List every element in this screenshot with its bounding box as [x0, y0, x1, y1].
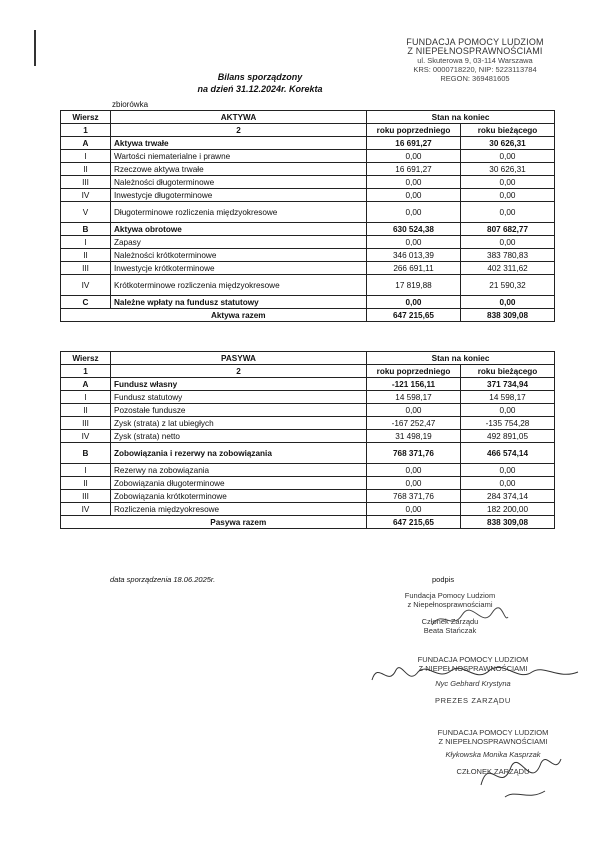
row-curr: -135 754,28 — [461, 417, 555, 430]
row-label: Zapasy — [111, 236, 367, 249]
row-curr: 0,00 — [461, 464, 555, 477]
row-prev: 0,00 — [367, 202, 461, 223]
table-row — [61, 443, 555, 464]
table-row — [61, 464, 555, 477]
row-prev: 16 691,27 — [367, 137, 461, 150]
row-prev: 266 691,11 — [367, 262, 461, 275]
row-prev: 0,00 — [367, 176, 461, 189]
row-curr: 30 626,31 — [461, 163, 555, 176]
row-prev: 16 691,27 — [367, 163, 461, 176]
row-id: III — [61, 490, 111, 503]
total-label: Pasywa razem — [111, 516, 367, 529]
table-row — [61, 163, 555, 176]
row-id: IV — [61, 275, 111, 296]
total-spacer — [61, 309, 111, 322]
row-curr: 0,00 — [461, 150, 555, 163]
foundation-stamp — [375, 38, 575, 83]
row-id: I — [61, 391, 111, 404]
total-spacer — [61, 516, 111, 529]
row-id: II — [61, 404, 111, 417]
row-id: IV — [61, 430, 111, 443]
sig1-name: Beata Stańczak — [423, 626, 477, 635]
table-row — [61, 378, 555, 391]
header-stan: Stan na koniec — [367, 111, 555, 124]
row-prev: 0,00 — [367, 404, 461, 417]
table-row — [61, 296, 555, 309]
row-curr: 182 200,00 — [461, 503, 555, 516]
stamp-ids: KRS: 0000718220, NIP: 5223113784 — [413, 65, 537, 74]
sig1-stamp-2: z Niepełnosprawnościami — [407, 600, 493, 609]
subheader-2: 2 — [111, 124, 367, 137]
stamp-regon: REGON: 369481605 — [440, 74, 510, 83]
podpis-label: podpis — [432, 575, 455, 584]
stamp-name-1: FUNDACJA POMOCY LUDZIOM — [406, 37, 544, 47]
row-prev: 0,00 — [367, 296, 461, 309]
row-prev: 0,00 — [367, 503, 461, 516]
row-id: I — [61, 236, 111, 249]
row-label: Fundusz statutowy — [111, 391, 367, 404]
row-label: Zobowiązania i rezerwy na zobowiązania — [111, 443, 367, 464]
row-prev: 768 371,76 — [367, 490, 461, 503]
row-curr: 0,00 — [461, 477, 555, 490]
row-label: Aktywa obrotowe — [111, 223, 367, 236]
sig3-name: Kłykowska Monika Kasprzak — [445, 750, 541, 759]
row-prev: 14 598,17 — [367, 391, 461, 404]
row-curr: 30 626,31 — [461, 137, 555, 150]
row-label: Należności krótkoterminowe — [111, 249, 367, 262]
header-wiersz: Wiersz — [61, 111, 111, 124]
row-curr: 466 574,14 — [461, 443, 555, 464]
table-row — [61, 275, 555, 296]
table-row — [61, 176, 555, 189]
row-prev: 31 498,19 — [367, 430, 461, 443]
header-stan: Stan na koniec — [367, 352, 555, 365]
row-prev: 630 524,38 — [367, 223, 461, 236]
table-row — [61, 490, 555, 503]
row-label: Rozliczenia międzyokresowe — [111, 503, 367, 516]
subheader-curr: roku bieżącego — [461, 365, 555, 378]
signature-scribble-2 — [368, 658, 583, 692]
table-row — [61, 503, 555, 516]
row-prev: 17 819,88 — [367, 275, 461, 296]
total-label: Aktywa razem — [111, 309, 367, 322]
sig2-role: PREZES ZARZĄDU — [435, 696, 511, 705]
subheader-1: 1 — [61, 124, 111, 137]
row-id: A — [61, 137, 111, 150]
row-curr: 0,00 — [461, 202, 555, 223]
signature-scribble-3 — [475, 745, 565, 805]
table-row — [61, 477, 555, 490]
row-curr: 0,00 — [461, 189, 555, 202]
sig2-stamp-2: Z NIEPEŁNOSPRAWNOŚCIAMI — [418, 664, 528, 673]
table-row — [61, 189, 555, 202]
row-curr: 807 682,77 — [461, 223, 555, 236]
row-curr: 14 598,17 — [461, 391, 555, 404]
row-curr: 383 780,83 — [461, 249, 555, 262]
row-id: III — [61, 262, 111, 275]
row-label: Fundusz własny — [111, 378, 367, 391]
title-line-2: na dzień 31.12.2024r. Korekta — [197, 84, 323, 94]
table-subheader — [61, 124, 555, 137]
row-label: Długoterminowe rozliczenia międzyokresowe — [111, 202, 367, 223]
table-header — [61, 111, 555, 124]
document-title — [170, 71, 350, 95]
row-curr: 21 590,32 — [461, 275, 555, 296]
sig2-stamp-1: FUNDACJA POMOCY LUDZIOM — [417, 655, 529, 664]
row-id: IV — [61, 503, 111, 516]
subheader-prev: roku poprzedniego — [367, 124, 461, 137]
row-id: II — [61, 249, 111, 262]
row-label: Pozostałe fundusze — [111, 404, 367, 417]
sig1-role: Członek Zarządu — [421, 617, 479, 626]
row-id: B — [61, 443, 111, 464]
aktywa-table — [60, 110, 555, 322]
table-row — [61, 236, 555, 249]
row-prev: 0,00 — [367, 189, 461, 202]
row-id: IV — [61, 189, 111, 202]
stamp-name-2: Z NIEPEŁNOSPRAWNOŚCIAMI — [407, 46, 543, 56]
date-prepared: data sporządzenia 18.06.2025r. — [110, 575, 216, 584]
row-curr: 284 374,14 — [461, 490, 555, 503]
row-label: Aktywa trwałe — [111, 137, 367, 150]
total-prev: 647 215,65 — [367, 309, 461, 322]
row-curr: 371 734,94 — [461, 378, 555, 391]
sig2-name: Nyc Gebhard Krystyna — [435, 679, 511, 688]
subtitle: zbiorówka — [112, 100, 149, 109]
row-id: II — [61, 163, 111, 176]
row-curr: 0,00 — [461, 296, 555, 309]
pasywa-table — [60, 351, 555, 529]
row-label: Wartości niematerialne i prawne — [111, 150, 367, 163]
subheader-prev: roku poprzedniego — [367, 365, 461, 378]
sig1-stamp-1: Fundacja Pomocy Ludziom — [404, 591, 496, 600]
row-curr: 0,00 — [461, 236, 555, 249]
row-curr: 492 891,05 — [461, 430, 555, 443]
row-id: III — [61, 417, 111, 430]
row-label: Zysk (strata) netto — [111, 430, 367, 443]
sig3-stamp-2: Z NIEPEŁNOSPRAWNOŚCIAMI — [438, 737, 548, 746]
row-prev: -167 252,47 — [367, 417, 461, 430]
row-curr: 0,00 — [461, 404, 555, 417]
header-pasywa: PASYWA — [111, 352, 367, 365]
row-label: Zobowiązania krótkoterminowe — [111, 490, 367, 503]
signature-scribble-1 — [430, 605, 510, 635]
row-prev: 0,00 — [367, 464, 461, 477]
row-label: Zysk (strata) z lat ubiegłych — [111, 417, 367, 430]
table-subheader — [61, 365, 555, 378]
row-id: I — [61, 150, 111, 163]
subheader-2: 2 — [111, 365, 367, 378]
table-row — [61, 202, 555, 223]
total-curr: 838 309,08 — [461, 516, 555, 529]
sig3-stamp-1: FUNDACJA POMOCY LUDZIOM — [437, 728, 549, 737]
header-aktywa: AKTYWA — [111, 111, 367, 124]
row-label: Należności długoterminowe — [111, 176, 367, 189]
total-row — [61, 309, 555, 322]
row-curr: 402 311,62 — [461, 262, 555, 275]
title-line-1: Bilans sporządzony — [217, 72, 303, 82]
row-id: A — [61, 378, 111, 391]
row-label: Zobowiązania długoterminowe — [111, 477, 367, 490]
row-id: C — [61, 296, 111, 309]
header-wiersz: Wiersz — [61, 352, 111, 365]
row-label: Rzeczowe aktywa trwałe — [111, 163, 367, 176]
total-row — [61, 516, 555, 529]
subheader-1: 1 — [61, 365, 111, 378]
row-id: II — [61, 477, 111, 490]
table-row — [61, 417, 555, 430]
row-prev: 346 013,39 — [367, 249, 461, 262]
binder-mark — [34, 30, 36, 66]
subheader-curr: roku bieżącego — [461, 124, 555, 137]
row-prev: 0,00 — [367, 477, 461, 490]
table-row — [61, 223, 555, 236]
total-prev: 647 215,65 — [367, 516, 461, 529]
row-id: I — [61, 464, 111, 477]
row-prev: -121 156,11 — [367, 378, 461, 391]
row-curr: 0,00 — [461, 176, 555, 189]
sig3-role: CZŁONEK ZARZĄDU — [456, 767, 530, 776]
table-row — [61, 262, 555, 275]
stamp-address: ul. Skuterowa 9, 03-114 Warszawa — [417, 56, 533, 65]
table-row — [61, 391, 555, 404]
row-id: V — [61, 202, 111, 223]
total-curr: 838 309,08 — [461, 309, 555, 322]
row-label: Krótkoterminowe rozliczenia międzyokresowe — [111, 275, 367, 296]
row-label: Rezerwy na zobowiązania — [111, 464, 367, 477]
row-id: B — [61, 223, 111, 236]
row-label: Inwestycje długoterminowe — [111, 189, 367, 202]
row-prev: 0,00 — [367, 236, 461, 249]
table-header — [61, 352, 555, 365]
table-row — [61, 249, 555, 262]
row-id: III — [61, 176, 111, 189]
table-row — [61, 150, 555, 163]
row-label: Inwestycje krótkoterminowe — [111, 262, 367, 275]
table-row — [61, 430, 555, 443]
row-prev: 0,00 — [367, 150, 461, 163]
row-label: Należne wpłaty na fundusz statutowy — [111, 296, 367, 309]
row-prev: 768 371,76 — [367, 443, 461, 464]
table-row — [61, 404, 555, 417]
table-row — [61, 137, 555, 150]
